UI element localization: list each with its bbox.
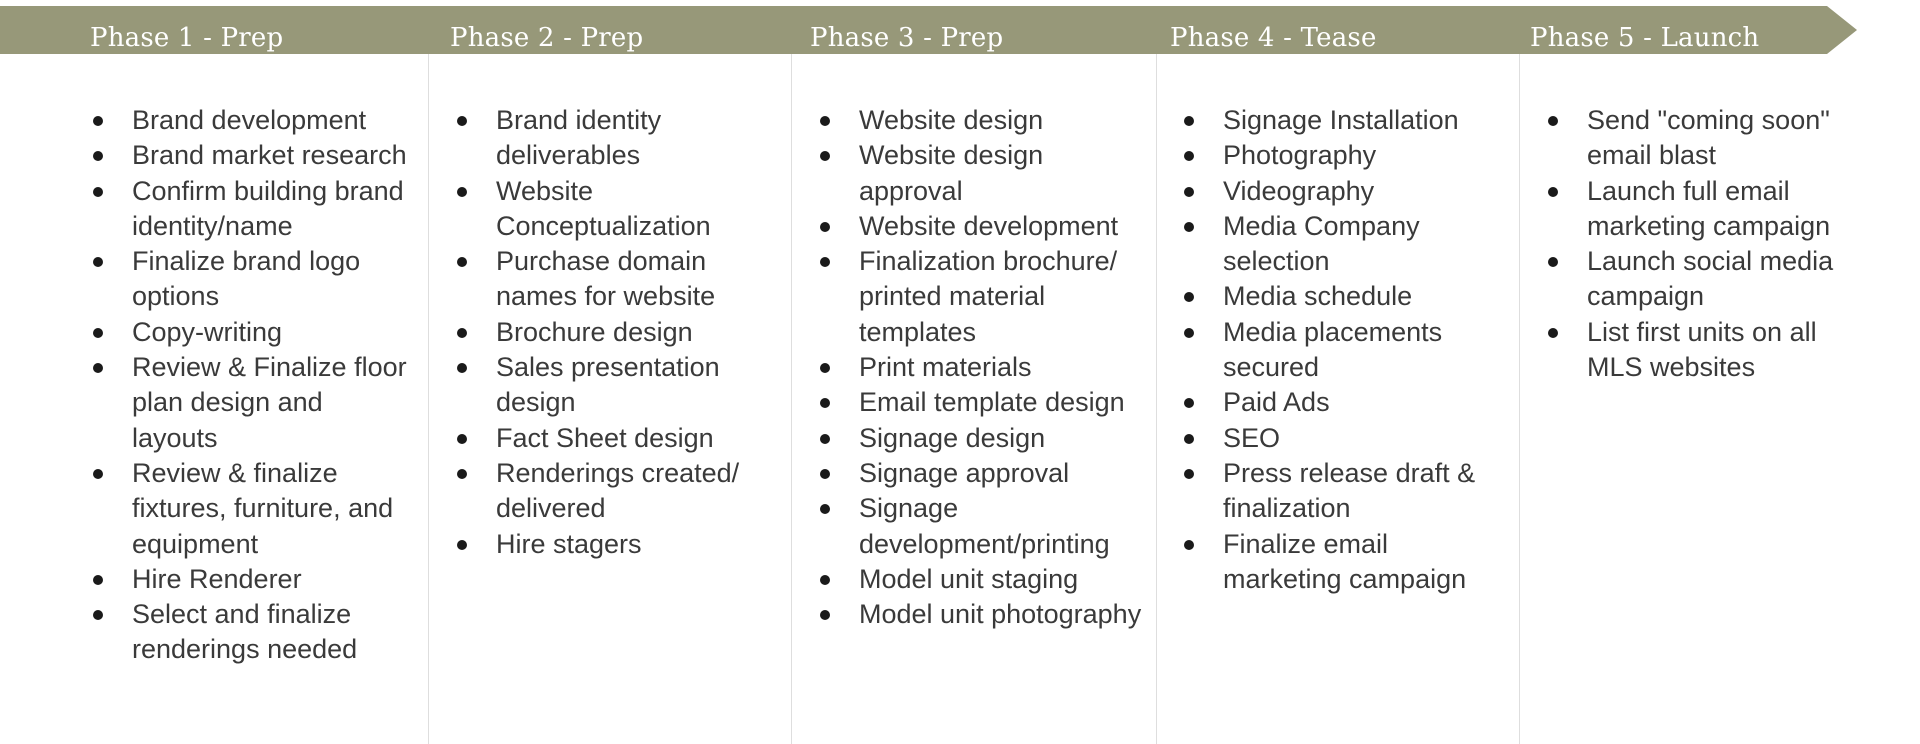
task-item: Hire stagers [454, 527, 779, 562]
task-item: Launch full email marketing campaign [1545, 174, 1875, 245]
phase-1-task-list [90, 103, 410, 668]
phase-2-title: Phase 2 - Prep [450, 23, 644, 53]
task-item: Brand market research [90, 138, 410, 173]
task-item: Purchase domain names for website [454, 244, 779, 315]
task-item: SEO [1181, 421, 1506, 456]
phase-3-title: Phase 3 - Prep [810, 23, 1004, 53]
task-item: Renderings created/ delivered [454, 456, 779, 527]
task-item: Send "coming soon" email blast [1545, 103, 1875, 174]
task-item: Brand identity deliverables [454, 103, 779, 174]
task-item: Signage design [817, 421, 1147, 456]
task-item: Email template design [817, 385, 1147, 420]
phase-5-task-list [1545, 103, 1875, 385]
task-item: Copy-writing [90, 315, 410, 350]
phase-4-title: Phase 4 - Tease [1170, 23, 1377, 53]
task-item: Brochure design [454, 315, 779, 350]
phase-5-title: Phase 5 - Launch [1530, 23, 1760, 53]
task-item: Fact Sheet design [454, 421, 779, 456]
task-item: Review & Finalize floor plan design and layouts [90, 350, 410, 456]
task-item: Sales presentation design [454, 350, 779, 421]
task-item: Print materials [817, 350, 1147, 385]
column-divider [1156, 54, 1157, 744]
task-item: Finalize brand logo options [90, 244, 410, 315]
task-item: Hire Renderer [90, 562, 410, 597]
column-divider [1519, 54, 1520, 744]
column-divider [428, 54, 429, 744]
task-item: Media placements secured [1181, 315, 1506, 386]
task-item: Press release draft & finalization [1181, 456, 1506, 527]
task-item: Paid Ads [1181, 385, 1506, 420]
task-item: Finalization brochure/ printed material templates [817, 244, 1147, 350]
task-item: Website Conceptualization [454, 174, 779, 245]
task-item: Launch social media campaign [1545, 244, 1875, 315]
task-item: Model unit staging [817, 562, 1147, 597]
phase-4-column [1181, 103, 1506, 597]
task-item: Finalize email marketing campaign [1181, 527, 1506, 598]
phase-2-column [454, 103, 779, 562]
task-item: Confirm building brand identity/name [90, 174, 410, 245]
task-item: Signage approval [817, 456, 1147, 491]
phase-1-title: Phase 1 - Prep [90, 23, 284, 53]
task-item: Website development [817, 209, 1147, 244]
phase-1-column [90, 103, 410, 668]
task-item: List first units on all MLS websites [1545, 315, 1875, 386]
task-item: Signage development/printing [817, 491, 1147, 562]
phase-3-column [817, 103, 1147, 632]
phase-5-column [1545, 103, 1875, 385]
task-item: Media schedule [1181, 279, 1506, 314]
column-divider [791, 54, 792, 744]
task-item: Select and finalize renderings needed [90, 597, 410, 668]
phase-2-task-list [454, 103, 779, 562]
task-item: Review & finalize fixtures, furniture, and equipment [90, 456, 410, 562]
phase-4-task-list [1181, 103, 1506, 597]
task-item: Website design approval [817, 138, 1147, 209]
task-item: Model unit photography [817, 597, 1147, 632]
task-item: Videography [1181, 174, 1506, 209]
task-item: Brand development [90, 103, 410, 138]
phase-3-task-list [817, 103, 1147, 632]
task-item: Signage Installation [1181, 103, 1506, 138]
task-item: Media Company selection [1181, 209, 1506, 280]
task-item: Website design [817, 103, 1147, 138]
task-item: Photography [1181, 138, 1506, 173]
